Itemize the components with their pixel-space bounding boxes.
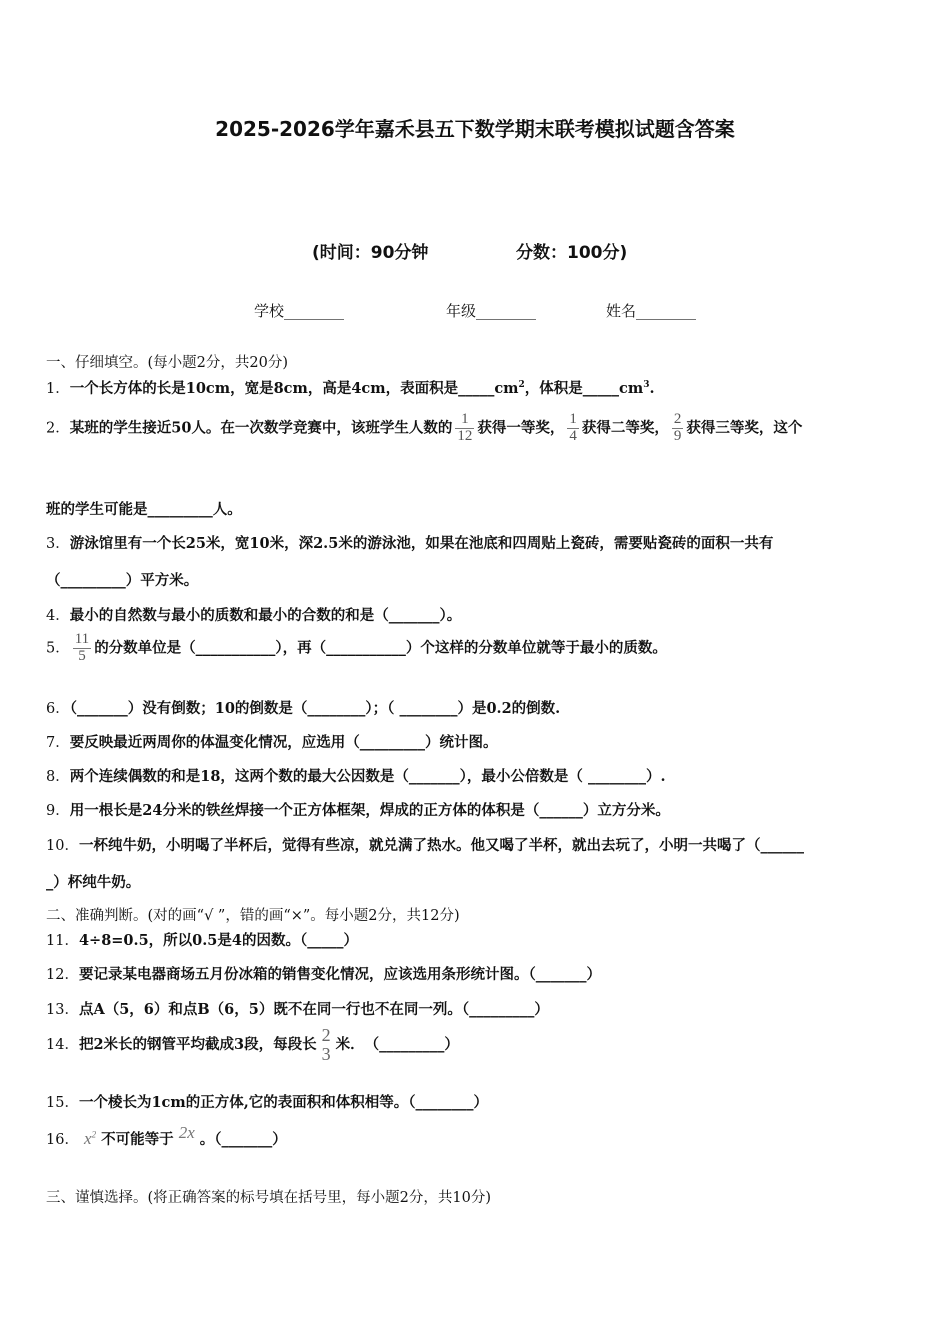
section-3-heading: 三、谨慎选择。(将正确答案的标号填在括号里，每小题2分，共10分) xyxy=(46,1190,491,1206)
x-squared: $x^2$ xyxy=(84,1129,97,1148)
document-title: 2025-2026学年嘉禾县五下数学期末联考模拟试题含答案 xyxy=(215,117,735,141)
fraction-11-5: $\frac{11}{5}$ xyxy=(74,631,90,664)
fraction-2-9: $\frac{2}{9}$ xyxy=(673,411,682,444)
question-8: 8．两个连续偶数的和是18，这两个数的最大公因数是（_______），最小公倍数是（ ________）. xyxy=(46,768,666,785)
question-1: 1．一个长方体的长是10cm，宽是8cm，高是4cm，表面积是$\_\_\_\_\_cm^2$，体积是$\_\_\_\_\_cm^3$. xyxy=(46,380,655,397)
question-12: 12．要记录某电器商场五月份冰箱的销售变化情况，应该选用条形统计图。（_______） xyxy=(46,966,601,983)
question-5: 5． $\frac{11}{5}$ 的分数单位是（___________），再（___________）个这样的分数单位就等于最小的质数。 xyxy=(46,631,667,664)
question-2-line2: 班的学生可能是_________人。 xyxy=(46,501,242,518)
question-3-line2: （_________）平方米。 xyxy=(46,572,199,589)
name-field: 姓名________ xyxy=(606,302,697,320)
exam-time: (时间：90分钟 xyxy=(312,243,429,263)
question-4: 4．最小的自然数与最小的质数和最小的合数的和是（_______）。 xyxy=(46,607,462,624)
question-15: 15．一个棱长为1cm的正方体,它的表面积和体积相等。（________） xyxy=(46,1094,489,1111)
question-7: 7．要反映最近两周你的体温变化情况，应选用（_________）统计图。 xyxy=(46,734,498,751)
question-6: 6．（_______）没有倒数；10的倒数是（________）；（ ________）是0.2的倒数. xyxy=(46,700,561,717)
exam-score: 分数：100分) xyxy=(516,243,628,263)
fraction-1-4: $\frac{1}{4}$ xyxy=(569,411,577,444)
question-10-line2: _）杯纯牛奶。 xyxy=(46,874,141,891)
fraction-2-3: 2 3 xyxy=(321,1025,331,1064)
question-11: 11．4÷8=0.5，所以0.5是4的因数。（_____） xyxy=(46,932,358,949)
school-field: 学校________ xyxy=(254,302,345,320)
question-2: 2．某班的学生接近50人。在一次数学竞赛中，该班学生人数的 $\frac{1}{12}$ 获得一等奖， $\frac{1}{4}$ 获得二等奖， $\frac{2}{9}$ 获得三等奖，这个 xyxy=(46,411,803,444)
question-10: 10．一杯纯牛奶，小明喝了半杯后，觉得有些凉，就兑满了热水。他又喝了半杯，就出去玩了，小明一共喝了（______ xyxy=(46,837,804,854)
two-x: 2x xyxy=(178,1123,195,1142)
question-9: 9．用一根长是24分米的铁丝焊接一个正方体框架，焊成的正方体的体积是（______）立方分米。 xyxy=(46,802,670,819)
question-13: 13．点A（5，6）和点B（6，5）既不在同一行也不在同一列。（_________） xyxy=(46,1001,549,1018)
section-2-heading: 二、准确判断。(对的画“√ ”，错的画“×”。每小题2分，共12分) xyxy=(46,908,460,924)
question-3: 3．游泳馆里有一个长25米，宽10米，深2.5米的游泳池，如果在池底和四周贴上瓷砖，需要贴瓷砖的面积一共有 xyxy=(46,535,774,552)
grade-field: 年级________ xyxy=(446,302,537,320)
fraction-1-12: $\frac{1}{12}$ xyxy=(457,411,473,444)
section-1-heading: 一、仔细填空。(每小题2分，共20分) xyxy=(46,355,288,371)
question-16: 16． $x^2$ 不可能等于 2x 。（_______） xyxy=(46,1123,287,1148)
question-14: 14．把2米长的钢管平均截成3段，每段长 2 3 米． （_________） xyxy=(46,1025,459,1064)
